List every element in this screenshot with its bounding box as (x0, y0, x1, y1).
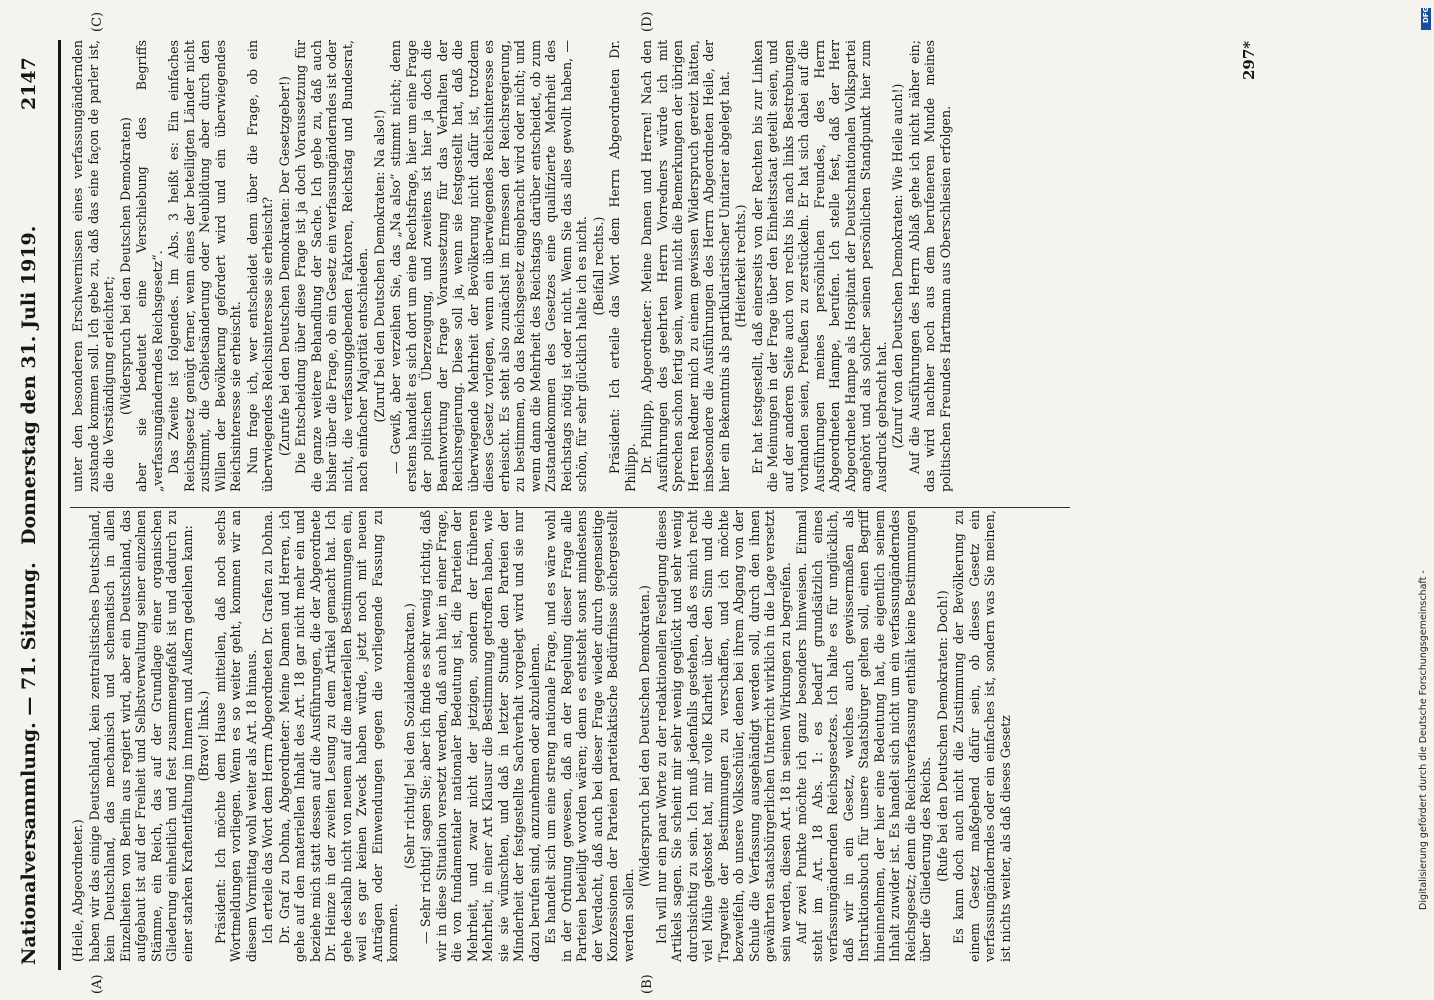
paragraph: aber sie bedeutet eine Verschiebung des Begriffs „verfassungänderndes Reichsgesetz“. (134, 40, 165, 492)
paragraph: Es kann doch auch nicht die Zustimmung der Bevölkerung zu einem Gesetz maßgebend dafür sein, ob dieses Gesetz ein verfassungänderndes oder ein einfaches ist, sondern was Sie meinen, ist nichts weiter, als daß dieses Gesetz (951, 510, 1013, 962)
interjection: (Bravo! links.) (196, 690, 211, 782)
speaker-note: (Heile, Abgeordneter.) (70, 819, 85, 962)
dfg-logo-text: DFG (1422, 6, 1430, 23)
paragraph: — Gewiß, aber verzeihen Sie, das „Na also“ stimmt nicht; denn erstens handelt es sich dort um eine Rechtsfrage, hier um eine Frage der politischen Überzeugung, und zweitens ist hier ja doch die Beantwortung der Frage Voraussetzung für das Verhalten der Reichsregierung. Diese soll ja, wenn sie festgestellt hat, daß die überwiegende Mehrheit der Bevölkerung nicht dafür ist, trotzdem dieses Gesetz vorlegen, wenn ein überwiegendes Reichsinteresse es erheischt. Es steht also zunächst im Ermessen der Reichsregierung, zu bestimmen, ob das Reichsgesetz eingebracht wird oder nicht; und wenn dann die Mehrheit des Reichstags darüber entscheidet, ob zum Zustandekommen des Gesetzes eine qualifizierte Mehrheit des Reichstags nötig ist oder nicht. Wenn Sie das alles gewollt haben, — schön, für sehr glücklich halte ich es nicht. (388, 40, 589, 492)
paragraph: haben wir das einige Deutschland, kein zentralistisches Deutschland, kein Deutschland, das mechanisch und schematisch in allen Einzelheiten von Berlin aus regiert wird, aber ein Deutschland, das aufgebaut ist auf der Freiheit und Selbstverwaltung seiner einzelnen Stämme, ein Reich, das auf der Grundlage einer organischen Gliederung einheitlich und fest zusammengefaßt ist und dadurch zu einer starken Kraftentfaltung im Innern und Außern gedeihen kann: (86, 510, 195, 962)
running-header (10, 0, 60, 1000)
paragraph: unter den besonderen Erschwernissen eines verfassungändernden zustande kommen soll. Ich gebe zu, daß das eine façon de parler ist, die die Verständigung erleichtert; (70, 40, 116, 492)
paragraph: Ich erteile das Wort dem Herrn Abgeordneten Dr. Grafen zu Dohna. (260, 510, 275, 944)
interjection: (Zuruf von den Deutschen Demokraten: Wie Heile auch!) (890, 83, 905, 449)
paragraph: — Sehr richtig! sagen Sie; aber ich finde es sehr wenig richtig, daß wir in diese Situation versetzt werden, daß auch hier, in einer Frage, die von fundamentaler nationaler Bedeutung ist, die Parteien der Mehrheit, und zwar nicht der jetzigen, sondern der früheren Mehrheit, in einer Art Klausur die Bestimmung getroffen haben, wie sie sie wünschten, und daß in letzter Stunde den Parteien der Minderheit der festgestellte Sachverhalt vorgelegt wird und sie nur dazu berufen sind, anzunehmen oder abzulehnen. (418, 510, 542, 962)
header-left: Nationalversammlung. — 71. Sitzung. (18, 562, 40, 965)
interjection: (Widerspruch bei den Deutschen Demokraten) (117, 117, 133, 415)
interjection: (Widerspruch bei den Deutschen Demokraten.) (637, 585, 652, 887)
paragraph: Dr. Philipp, Abgeordneter: Meine Damen und Herren! Nach den Ausführungen des geehrten Herrn Vorredners würde ich mit Sprechen schon fertig sein, wenn nicht die Bemerkungen der übrigen Herren Redner mich zu einem gewissen Widerspruch gereizt hätten, insbesondere die Ausführungen des Herrn Abgeordneten Heile, der hier ein Bekenntnis als partikularistischer Unitarier abgelegt hat. (639, 40, 732, 492)
margin-marker-d: (D) (640, 11, 655, 32)
paragraph: Er hat festgestellt, daß einerseits von der Rechten bis zur Linken die Meinungen in der Frage über den Einheitsstaat geteilt seien, und auf der anderen Seite auch von rechts bis nach links Bestrebungen vorhanden seien, Preußen zu zerstückeln. Er hat sich dabei auf die Ausführungen meines persönlichen Freundes, des Herrn Abgeordneten Hampe, berufen. Ich stelle fest, daß der Herr Abgeordnete Hampe als Hospitant der Deutschnationalen Volkspartei angehört und als solcher seinen persönlichen Standpunkt hier zum Ausdruck gebracht hat. (749, 40, 889, 492)
digitization-note (1418, 6, 1430, 1000)
column-divider (70, 507, 1070, 508)
paragraph: Präsident: Ich erteile das Wort dem Herrn Abgeordneten Dr. Philipp. (607, 40, 638, 492)
paragraph: Auf die Ausführungen des Herrn Ablaß gehe ich nicht näher ein; das wird nachher noch aus dem berufeneren Munde meines politischen Freundes Hartmann aus Oberschlesien erfolgen. (906, 40, 953, 492)
paragraph: Das Zweite ist folgendes. Im Abs. 3 heißt es: Ein einfaches Reichsgesetz genügt ferner, wenn eines der beteiligten Länder nicht zustimmt, die Gebietsänderung oder Neubildung aber durch den Willen der Bevölkerung gefordert wird und ein überwiegendes Reichsinteresse sie erheischt. (166, 40, 243, 492)
digitization-note-text: Digitalisierung gefördert durch die Deutsche Forschungsgemeinschaft - (1418, 570, 1429, 910)
interjection: (Rufe bei den Deutschen Demokraten: Doch!) (934, 590, 950, 882)
page-number: 2147 (18, 57, 40, 110)
interjection: (Zuruf bei den Deutschen Demokraten: Na also!) (371, 109, 387, 423)
interjection: (Zurufe bei den Deutschen Demokraten: Der Gesetzgeber!) (276, 76, 292, 456)
dfg-logo (1421, 8, 1431, 30)
paragraph: Präsident: Ich möchte dem Hause mitteilen, daß noch sechs Wortmeldungen vorliegen. Wenn es so weiter geht, kommen wir an diesem Vormittag wohl weiter als Art. 18 hinaus. (212, 510, 259, 962)
interjection: (Beifall rechts.) (590, 216, 606, 316)
interjection: (Heiterkeit rechts.) (733, 204, 748, 328)
margin-marker-c: (C) (90, 11, 105, 32)
margin-marker-b: (B) (640, 974, 655, 994)
paragraph: Es handelt sich um eine streng nationale Frage, und es wäre wohl in der Ordnung gewesen, daß an der Regelung dieser Frage alle Parteien beteiligt worden wären; denn es entsteht sonst mindestens der Verdacht, daß auch bei dieser Frage wieder durch gegenseitige Konzessionen der Parteien parteitaktische Bedürfnisse sichergestellt werden sollen. (543, 510, 636, 962)
paragraph: Die Entscheidung über diese Frage ist ja doch Voraussetzung für die ganze weitere Behandlung der Sache. Ich gebe zu, daß auch bisher über die Frage, ob ein Gesetz ein verfassungänderndes ist oder nicht, die verfassunggebenden Faktoren, Reichstag und Bundesrat, nach einfacher Majorität entschieden. (293, 40, 370, 492)
paragraph: Dr. Graf zu Dohna, Abgeordneter: Meine Damen und Herren, ich gehe auf den materiellen Inhalt des Art. 18 gar nicht mehr ein und beziehe mich statt dessen auf die Ausführungen, die der Abgeordnete Dr. Heinze in der zweiten Lesung zu dem Artikel gemacht hat. Ich gehe deshalb nicht von neuem auf die materiellen Bestimmungen ein, weil es gar keinen Zweck haben würde, jetzt noch mit neuen Anträgen oder Einwendungen gegen die vorliegende Fassung zu kommen. (276, 510, 400, 962)
interjection: (Sehr richtig! bei den Sozialdemokraten.) (401, 603, 417, 869)
right-column (70, 40, 954, 492)
margin-marker-a: (A) (90, 974, 105, 994)
left-column (70, 510, 1014, 962)
paragraph: Auf zwei Punkte möchte ich ganz besonders hinweisen. Einmal steht im Art. 18 Abs. 1: es bedarf grundsätzlich eines verfassungändernden Reichsgesetzes. Ich halte es für unglücklich, daß wir in ein Gesetz, welches auch gewissermaßen als Instruktionsbuch für unsere Staatsbürger gelten soll, einen Begriff hineinnehmen, der hier eine Bedeutung hat, die eigentlich seinem Inhalt zuwider ist. Es handelt sich nicht um ein verfassungänderndes Reichsgesetz; denn die Reichsverfassung enthält keine Bestimmungen über die Gliederung des Reichs. (794, 510, 933, 962)
header-center: Donnerstag den 31. Juli 1919. (18, 225, 40, 545)
paragraph: Nun frage ich, wer entscheidet denn über die Frage, ob ein überwiegendes Reichsinteresse sie erheischt? (244, 40, 275, 492)
sheet-mark: 297* (1240, 40, 1258, 80)
paragraph: Ich will nur ein paar Worte zu der redaktionellen Festlegung dieses Artikels sagen. Sie scheint mir sehr wenig geglückt und sehr wenig durchsichtig zu sein. Ich muß jedenfalls gestehen, daß es mich recht viel Mühe gekostet hat, mir volle Klarheit über den Sinn und die Tragweite der Bestimmungen zu verschaffen, und ich möchte bezweifeln, ob unsere Volksschüler, denen bei ihrem Abgang von der Schule die Verfassung ausgehändigt werden soll, durch den ihnen gewährten staatsbürgerlichen Unterricht wirklich in die Lage versetzt sein werden, diesen Art. 18 in seinen Wirkungen zu begreifen. (653, 510, 793, 962)
header-rule (58, 40, 61, 970)
